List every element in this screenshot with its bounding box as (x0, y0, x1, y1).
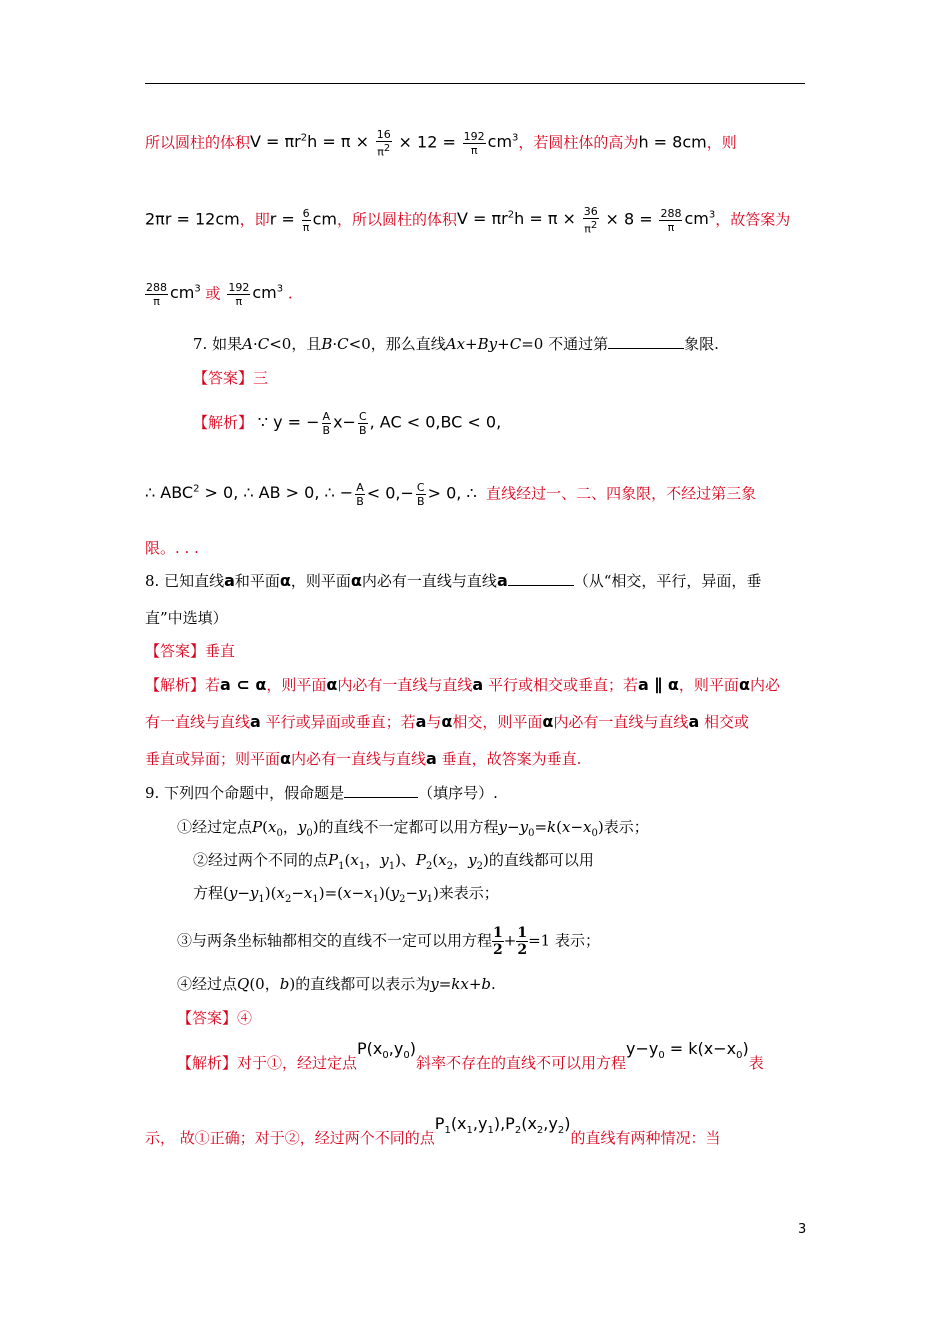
fraction: $\frac{A}{B}$ (322, 410, 331, 437)
math: × 8 = (605, 209, 653, 229)
math: $cm^3$ (487, 132, 519, 152)
analysis-9-line-2: 示， 故①正确；对于②，经过两个不同的点$P_1(x_1,y_1),P_2(x_2,y_2)$的直线有两种情况：当 (145, 1114, 721, 1147)
answer-9 (177, 1008, 252, 1028)
analysis-7-line-2 (145, 480, 756, 508)
answer-7 (193, 368, 268, 388)
proposition-4: ④经过点Q(0，b)的直线都可以表示为y=kx+b. (177, 975, 496, 993)
answer-tag: 【答案】 (145, 642, 206, 660)
analysis-tag: 【解析】 (145, 676, 206, 694)
math: r = (269, 209, 295, 229)
answer-tag: 【答案】 (177, 1009, 238, 1027)
math: $V = \pi r^2h = \pi$ × (457, 209, 576, 229)
question-9: 9. 下列四个命题中，假命题是 （填序号）. (145, 784, 498, 802)
math: x− (333, 412, 356, 432)
answer-value: ④ (237, 1009, 253, 1027)
text: ，所以圆柱的体积 (336, 210, 457, 229)
math: $V = \pi r^2h = \pi$ × (250, 132, 369, 152)
analysis-tag: 【解析】 (193, 413, 254, 432)
math: $cm^3$ (684, 209, 716, 229)
fraction: $\frac{A}{B}$ (356, 480, 364, 508)
answer-tag: 【答案】 (193, 369, 254, 387)
math: $cm^3$ (170, 283, 201, 303)
analysis-7 (193, 410, 501, 437)
fraction: $\frac{288}{\pi}$ (660, 206, 682, 234)
math: < 0,− (366, 483, 414, 503)
math: cm (312, 209, 337, 229)
math: h = 8cm (638, 132, 707, 152)
proposition-2: ②经过两个不同的点$P_1(x_1$，$y_1$)、$P_2(x_2$，$y_2$)的直线都可以用 (193, 851, 594, 872)
answer-blank (508, 571, 574, 586)
answer-value: 三 (253, 369, 269, 387)
fraction: $\frac{C}{B}$ (358, 410, 367, 437)
math: $P_1(x_1,y_1),P_2(x_2,y_2)$ (434, 1114, 571, 1137)
analysis-8-line-3: 垂直或异面；则平面α内必有一直线与直线a 垂直，故答案为垂直. (145, 749, 582, 768)
solution-line-2 (145, 205, 790, 236)
math: ∴ ABC$^2$ > 0, ∴ AB > 0, ∴ − (145, 483, 354, 503)
text: 或 (205, 284, 221, 303)
text: ，即 (239, 210, 270, 229)
fraction: $\frac{288}{\pi}$ (146, 280, 167, 308)
answer-blank (608, 334, 684, 349)
fraction: $\frac{36}{\pi^2}$ (583, 205, 598, 236)
text: ，则 (706, 133, 737, 152)
answer-value: 垂直 (205, 642, 236, 660)
fraction: $\frac{6}{\pi}$ (302, 206, 310, 234)
fraction: $\frac{1}{2}$ (493, 925, 503, 958)
page-number: 3 (798, 1222, 807, 1237)
fraction: $\frac{16}{\pi^2}$ (376, 128, 391, 159)
answer-8 (145, 641, 235, 661)
math: 2πr = 12cm (145, 209, 240, 229)
text: ，若圆柱体的高为 (518, 133, 639, 152)
fraction: $\frac{192}{\pi}$ (228, 280, 250, 308)
solution-line-3 (145, 280, 293, 308)
answer-blank (344, 783, 418, 798)
math: $y-y_0 = k(x-x_0)$ (625, 1039, 749, 1062)
text: 所以圆柱的体积 (145, 133, 251, 152)
question-8-line-2: 直”中选填） (145, 609, 228, 627)
fraction: $\frac{1}{2}$ (517, 925, 528, 958)
text: . (287, 284, 293, 303)
math: $P(x_0,y_0)$ (357, 1039, 416, 1062)
solution-line-1 (145, 128, 737, 159)
math: × 12 = (398, 132, 456, 152)
analysis-7-line-3: 限。. . . (145, 539, 199, 557)
text: 直线经过一、二、四象限，不经过第三象 (486, 484, 757, 503)
analysis-8: 【解析】若a ⊂ α，则平面α内必有一直线与直线a 平行或相交或垂直；若a ∥ α，则平面α内必 (145, 675, 780, 694)
math: > 0, ∴ (427, 483, 477, 503)
math: , AC < 0,BC < 0, (369, 412, 502, 432)
analysis-tag: 【解析】 (177, 1054, 238, 1072)
text: ，故答案为 (715, 210, 791, 229)
question-7: 7. 如果A·C<0，且B·C<0，那么直线Ax+By+C=0 不通过第 象限. (193, 335, 719, 353)
math: ∵ y = − (257, 412, 320, 432)
header-rule (145, 83, 805, 84)
proposition-1: ①经过定点$P(x_0$，$y_0$)的直线不一定都可以用方程$y-y_0=k(x-x_0)$表示； (177, 818, 649, 839)
analysis-9: 【解析】对于①，经过定点$P(x_0,y_0)$斜率不存在的直线不可以用方程$y-y_0 = k(x-x_0)$表 (177, 1039, 764, 1072)
fraction: $\frac{192}{\pi}$ (463, 129, 485, 157)
proposition-3: ③与两条坐标轴都相交的直线不一定可以用方程 $\frac{1}{2}$ + $\frac{1}{2}$ =1 表示； (177, 925, 600, 958)
analysis-8-line-2: 有一直线与直线a 平行或异面或垂直；若a与α相交，则平面α内必有一直线与直线a 相交或 (145, 712, 750, 731)
proposition-2-line-2: 方程$(y-y_1)(x_2-x_1)=(x-x_1)(y_2-y_1)$来表示； (193, 884, 499, 905)
fraction: $\frac{C}{B}$ (416, 480, 425, 508)
math: $cm^3$ (252, 283, 284, 303)
question-8: 8. 已知直线a和平面α，则平面α内必有一直线与直线a （从“相交，平行，异面，垂 (145, 571, 762, 590)
